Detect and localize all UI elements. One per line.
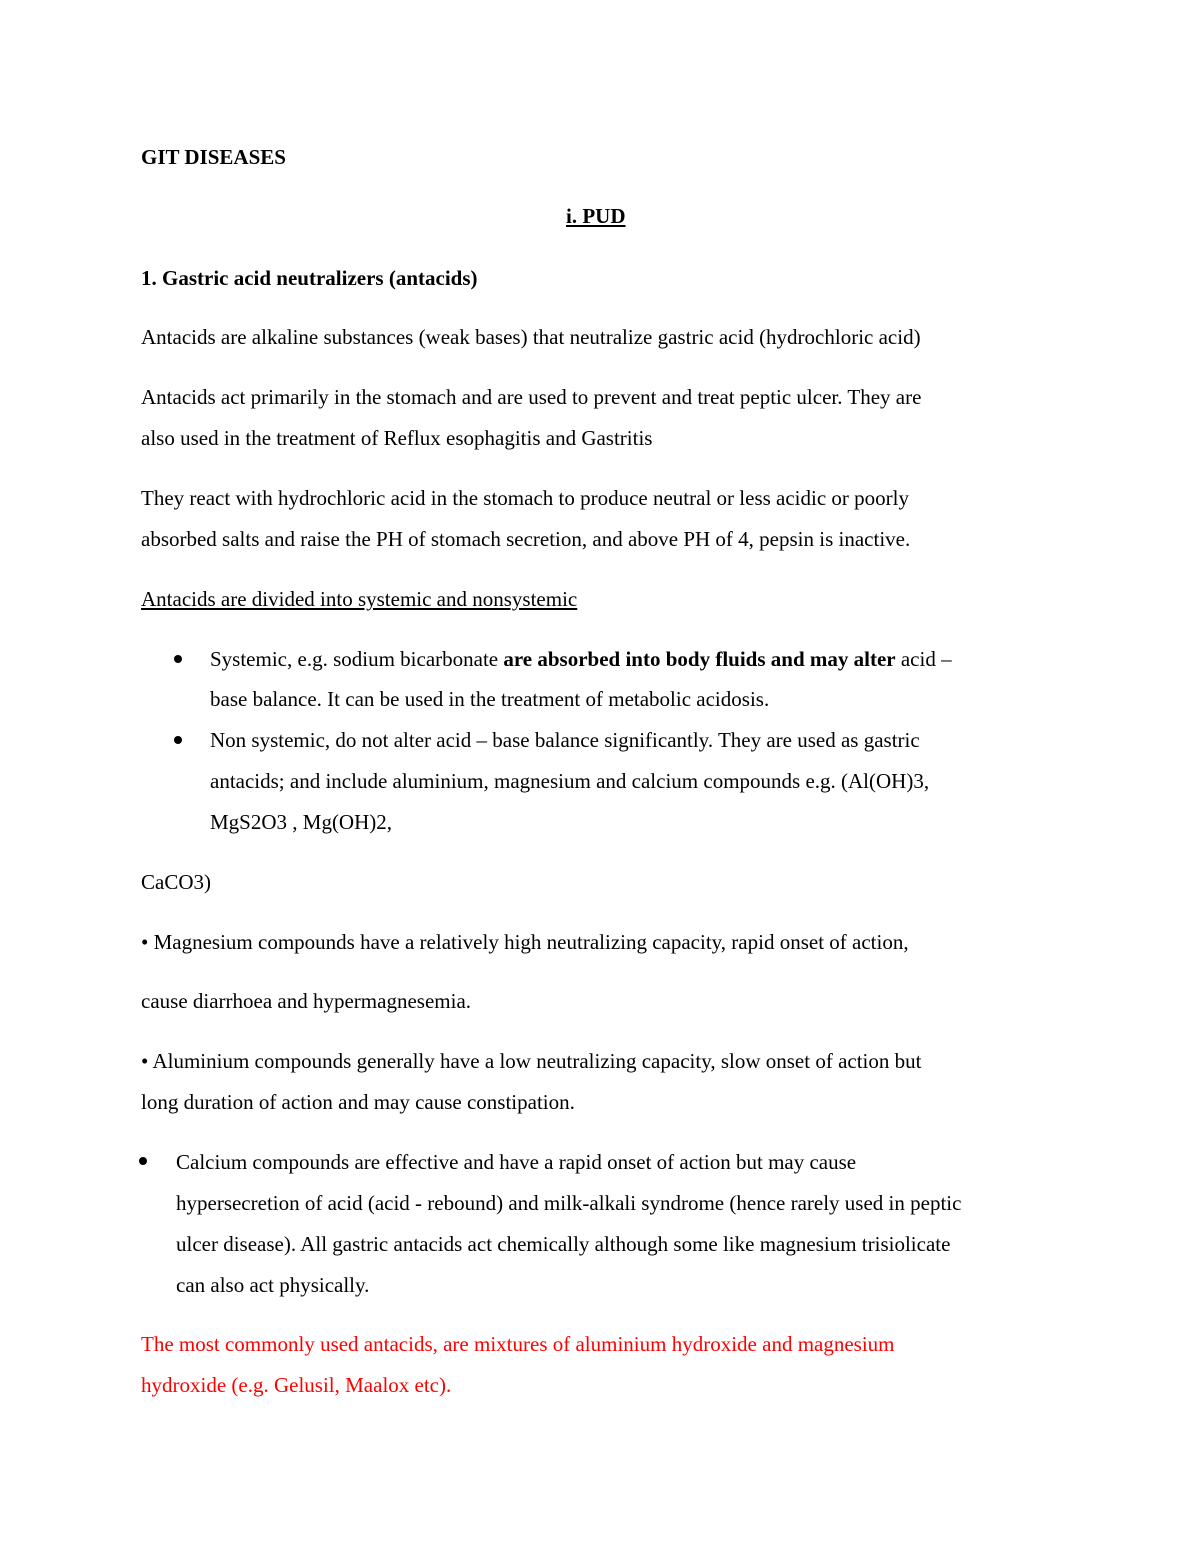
bullet-systemic-line-1 (210, 647, 952, 671)
bullet-nonsystemic-line-1: Non systemic, do not alter acid – base balance significantly. They are used as gastric (210, 728, 920, 752)
bullet-calcium-line-3: ulcer disease). All gastric antacids act chemically although some like magnesium trisiolicate (176, 1232, 951, 1256)
conclusion-line-2: hydroxide (e.g. Gelusil, Maalox etc). (141, 1373, 452, 1397)
caco3-line: CaCO3) (141, 870, 211, 894)
bullet-nonsystemic-line-2: antacids; and include aluminium, magnesium and calcium compounds e.g. (Al(OH)3, (210, 769, 930, 793)
classification-heading: Antacids are divided into systemic and nonsystemic (141, 587, 578, 611)
bullet-icon (174, 655, 182, 663)
paragraph-definition: Antacids are alkaline substances (weak bases) that neutralize gastric acid (hydrochloric acid) (141, 325, 921, 349)
paragraph-reaction-line-1: They react with hydrochloric acid in the stomach to produce neutral or less acidic or poorly (141, 486, 909, 510)
paragraph-action-line-2: also used in the treatment of Reflux esophagitis and Gastritis (141, 426, 653, 450)
paragraph-reaction-line-2: absorbed salts and raise the PH of stomach secretion, and above PH of 4, pepsin is inactive. (141, 527, 911, 551)
aluminium-line-1: • Aluminium compounds generally have a low neutralizing capacity, slow onset of action but (141, 1049, 922, 1073)
bullet-systemic-text-bold: are absorbed into body fluids and may alter (503, 647, 896, 671)
bullet-icon (139, 1157, 147, 1165)
paragraph-action-line-1: Antacids act primarily in the stomach and are used to prevent and treat peptic ulcer. They are (141, 385, 922, 409)
magnesium-line-1: • Magnesium compounds have a relatively high neutralizing capacity, rapid onset of action, (141, 930, 909, 954)
bullet-icon (174, 736, 182, 744)
bullet-systemic-text-pre: Systemic, e.g. sodium bicarbonate (210, 647, 504, 671)
magnesium-line-2: cause diarrhoea and hypermagnesemia. (141, 989, 472, 1013)
bullet-calcium-line-4: can also act physically. (176, 1273, 370, 1297)
document-title: GIT DISEASES (141, 145, 286, 169)
bullet-nonsystemic-line-3: MgS2O3 , Mg(OH)2, (210, 810, 393, 834)
subheading: 1. Gastric acid neutralizers (antacids) (141, 266, 478, 290)
bullet-systemic-line-2: base balance. It can be used in the treatment of metabolic acidosis. (210, 687, 770, 711)
bullet-calcium-line-2: hypersecretion of acid (acid - rebound) and milk-alkali syndrome (hence rarely used in peptic (176, 1191, 962, 1215)
aluminium-line-2: long duration of action and may cause constipation. (141, 1090, 575, 1114)
bullet-systemic-text-post: acid – (895, 647, 952, 671)
conclusion-line-1: The most commonly used antacids, are mixtures of aluminium hydroxide and magnesium (141, 1332, 895, 1356)
bullet-calcium-line-1: Calcium compounds are effective and have a rapid onset of action but may cause (176, 1150, 857, 1174)
section-heading: i. PUD (566, 204, 626, 228)
